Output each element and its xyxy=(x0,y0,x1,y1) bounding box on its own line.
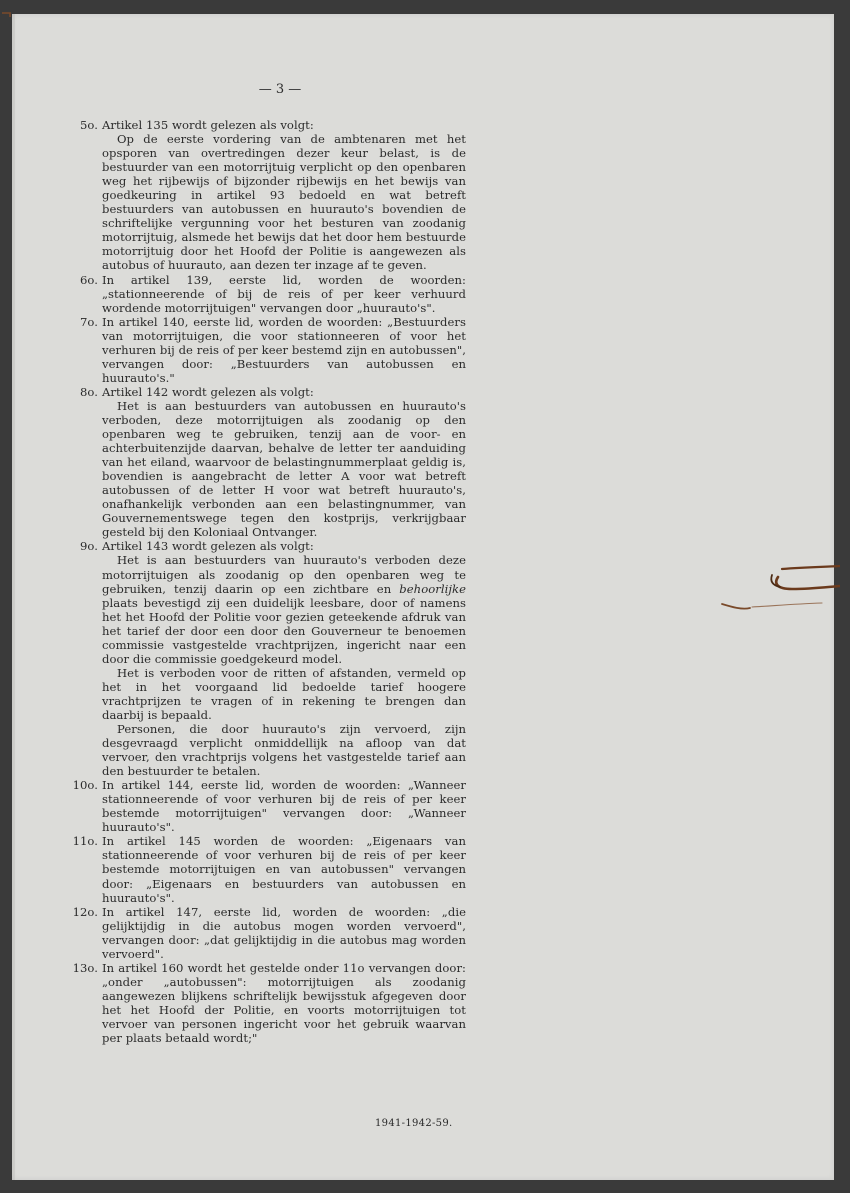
articles-list xyxy=(68,118,466,1045)
page-number: — 3 — xyxy=(258,82,302,97)
article-content xyxy=(102,905,466,961)
article-number: 9o. xyxy=(80,539,98,554)
article-item xyxy=(68,905,466,961)
article-paragraph: In artikel 145 worden de woorden: „Eigenaars van stationneerende of voor verhuren bij de reis of per keer bestemde motorrijtuigen en van autobussen" vervangen door: „Eigenaars en bestuurders van autobussen en huurauto's". xyxy=(102,834,466,905)
article-number: 7o. xyxy=(80,314,98,329)
article-item xyxy=(68,118,466,273)
article-paragraph: In artikel 139, eerste lid, worden de woorden: „stationneerende of bij de reis of per keer verhuurd wordende motorrijtuigen" vervangen door „huurauto's". xyxy=(102,272,466,315)
article-paragraph: In artikel 140, eerste lid, worden de woorden: „Bestuurders van motorrijtuigen, die voor stationneeren of voor het verhuren bij de reis of per keer bestemd zijn en autobussen", vervangen door: „Bestuurders van autobussen en huurauto's." xyxy=(102,314,466,385)
article-content xyxy=(102,778,466,834)
article-content xyxy=(102,539,466,778)
article-number: 10o. xyxy=(72,778,98,793)
article-paragraph: Het is aan bestuurders van autobussen en huurauto's verboden, deze motorrijtuigen als zoodanig op den openbaren weg te gebruiken, tenzij aan de voor- en achterbuitenzijde daarvan, behalve de letter ter aanduiding van het eiland, waarvoor de belastingnummerplaat geldig is, bovendien is aangebracht de letter A voor wat betreft autobussen of de letter H voor wat betreft huurauto's, onafhankelijk verbonden aan een belastingnummer, van Gouvernementswege tegen den kostprijs, verkrijgbaar gesteld bij den Koloniaal Ontvanger. xyxy=(102,398,466,540)
article-item xyxy=(68,961,466,1045)
document-reference-code: 1941-1942-59. xyxy=(375,1118,453,1129)
article-content xyxy=(102,118,466,273)
page-edge-shadow xyxy=(12,14,15,1180)
article-content xyxy=(102,961,466,1045)
article-paragraph: In artikel 147, eerste lid, worden de woorden: „die gelijktijdig in die autobus mogen worden vervoerd", vervangen door: „dat gelijktijdig in die autobus mag worden vervoerd". xyxy=(102,904,466,961)
article-paragraph: Het is verboden voor de ritten of afstanden, vermeld op het in het voorgaand lid bedoelde tarief hoogere vrachtprijzen te vragen of in rekening te brengen dan daarbij is bepaald. xyxy=(102,665,466,722)
article-item xyxy=(68,539,466,778)
article-item xyxy=(68,385,466,540)
article-content xyxy=(102,315,466,385)
article-paragraph: Artikel 135 wordt gelezen als volgt: xyxy=(102,118,314,132)
article-content xyxy=(102,385,466,540)
article-number: 13o. xyxy=(72,960,98,975)
article-item xyxy=(68,778,466,834)
article-paragraph: Op de eerste vordering van de ambtenaren met het opsporen van overtredingen dezer keur belast, is de bestuurder van een motorrijtuig verplicht op den openbaren weg het rijbewijs of bijzonder rijbewijs en het bewijs van goedkeuring in artikel 93 bedoeld en wat betreft bestuurders van autobussen en huurauto's bovendien de schriftelijke vergunning voor het besturen van zoodanig motorrijtuig, alsmede het bewijs dat het door hem bestuurde motorrijtuig door het Hoofd der Politie is aangewezen als autobus of huurauto, aan dezen ter inzage af te geven. xyxy=(102,132,466,273)
article-number: 8o. xyxy=(80,384,98,399)
article-paragraph: Artikel 142 wordt gelezen als volgt: xyxy=(102,384,314,399)
article-paragraph: Het is aan bestuurders van huurauto's verboden deze motorrijtuigen als zoodanig op den openbaren weg te gebruiken, tenzij daarin op een zichtbare en behoorlijke plaats bevestigd zij een duidelijk leesbare, door of namens het het Hoofd der Politie voor gezien geteekende afdruk van het tarief der door een door den Gouverneur te benoemen commissie vastgestelde vrachtprijzen, ingericht naar een door die commissie goedgekeurd model. xyxy=(102,553,466,666)
article-content xyxy=(102,273,466,315)
article-paragraph: Artikel 143 wordt gelezen als volgt: xyxy=(102,539,314,554)
article-paragraph: In artikel 160 wordt het gestelde onder 11o vervangen door: „onder „autobussen": motorrijtuigen als zoodanig aangewezen blijkens schriftelijk bewijsstuk afgegeven door het het Hoofd der Politie, en voorts motorrijtuigen tot vervoer van personen ingericht voor het gebruik waarvan per plaats betaald wordt;" xyxy=(102,960,466,1046)
article-number: 12o. xyxy=(72,904,98,919)
article-number: 5o. xyxy=(80,118,98,132)
article-paragraph: In artikel 144, eerste lid, worden de woorden: „Wanneer stationneerende of voor verhuren bij de reis of per keer bestemde motorrijtuigen" vervangen door: „Wanneer huurauto's". xyxy=(102,778,466,835)
article-number: 6o. xyxy=(80,272,98,287)
article-paragraph: Personen, die door huurauto's zijn vervoerd, zijn desgevraagd verplicht onmiddellijk na afloop van dat vervoer, den vrachtprijs volgens het vastgestelde tarief aan den bestuurder te betalen. xyxy=(102,722,466,779)
article-number: 11o. xyxy=(72,834,98,849)
article-item xyxy=(68,315,466,385)
article-item xyxy=(68,834,466,904)
corner-mark-icon xyxy=(2,12,11,18)
article-content xyxy=(102,834,466,904)
paper-clip-stain-icon xyxy=(712,555,840,625)
article-item xyxy=(68,273,466,315)
